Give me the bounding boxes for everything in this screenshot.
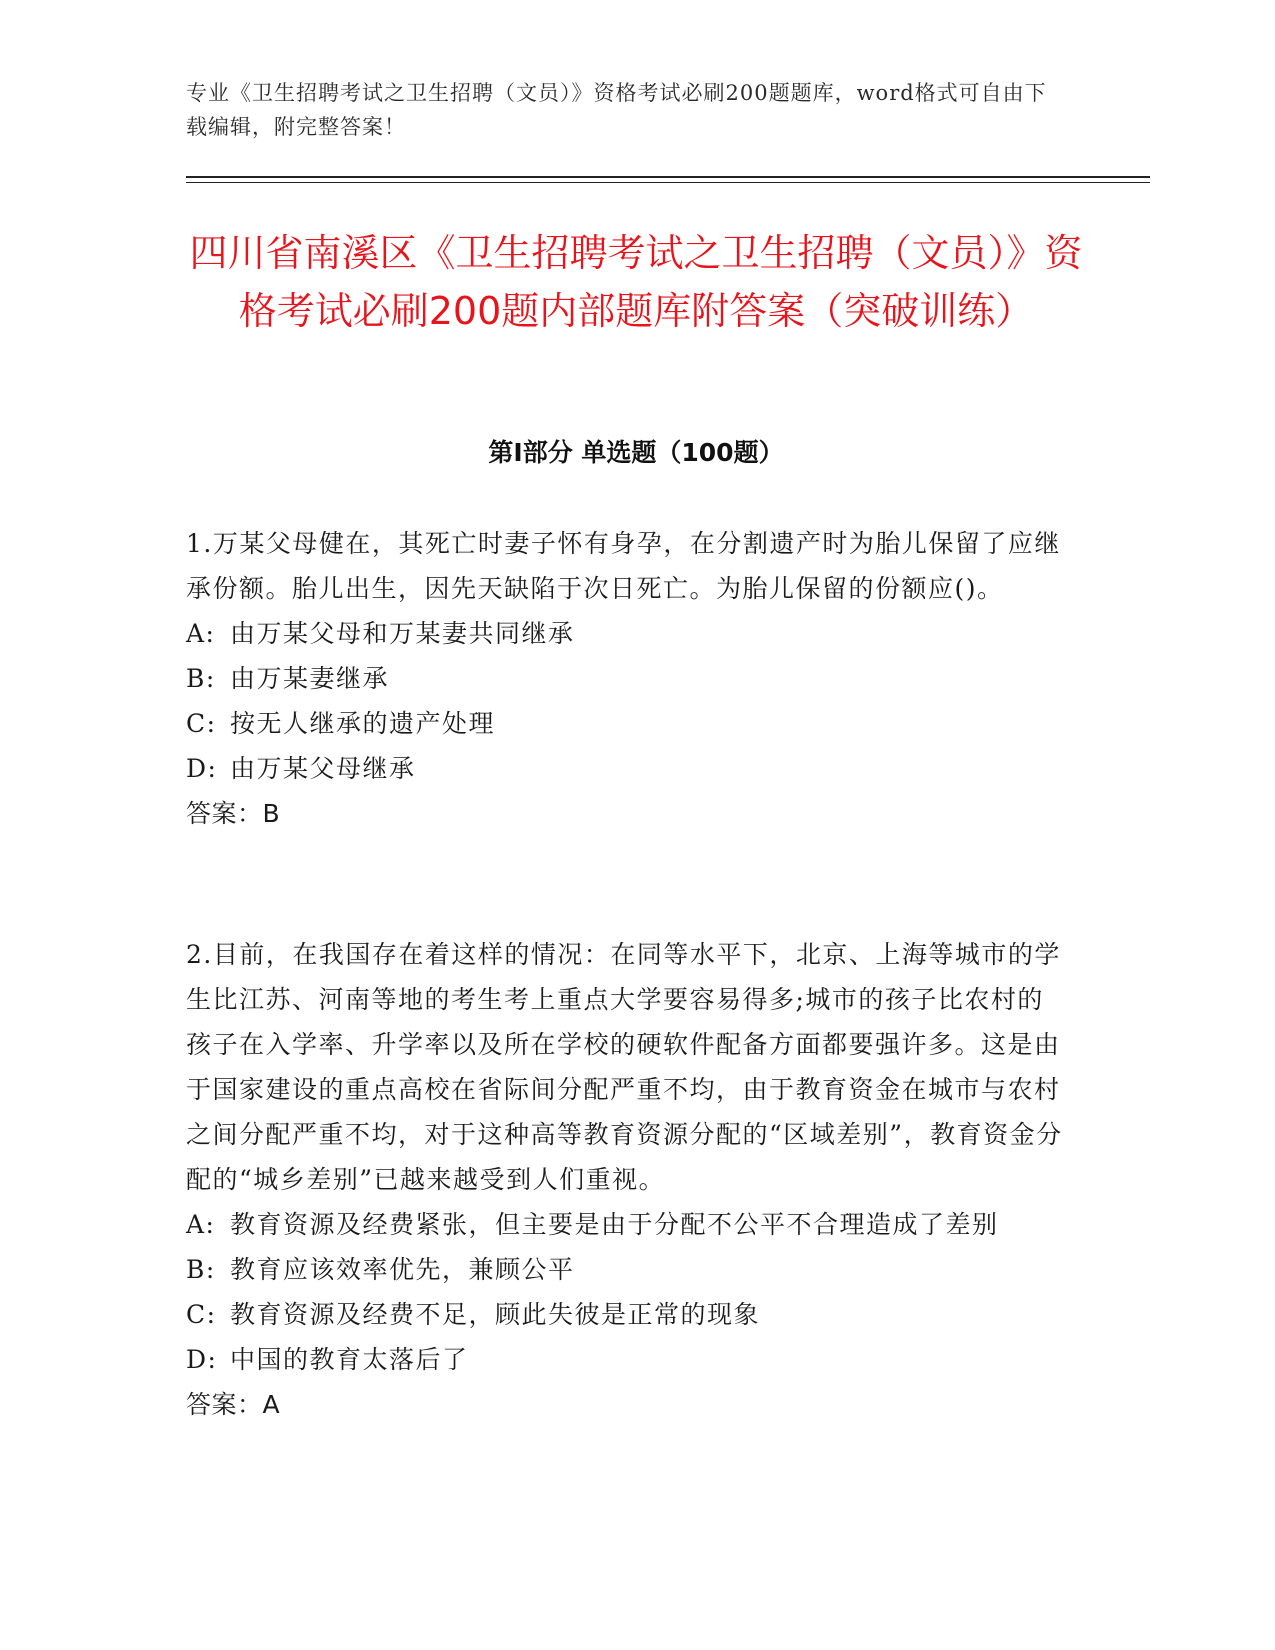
- option-text: 教育资源及经费紧张，但主要是由于分配不公平不合理造成了差别: [230, 1210, 999, 1239]
- header-divider: [186, 176, 1150, 178]
- option-key: C:: [186, 709, 217, 738]
- option-text: 按无人继承的遗产处理: [230, 709, 496, 738]
- question-block: [186, 932, 1066, 1427]
- option-key: C:: [186, 1300, 217, 1329]
- option-d: [186, 746, 1066, 791]
- option-text: 由万某父母和万某妻共同继承: [230, 619, 575, 648]
- option-b: [186, 656, 1066, 701]
- option-text: 由万某父母继承: [230, 754, 416, 783]
- option-d: [186, 1337, 1066, 1382]
- option-key: D:: [186, 1345, 218, 1374]
- option-text: 教育应该效率优先，兼顾公平: [230, 1255, 575, 1284]
- header-divider-thin: [186, 182, 1150, 183]
- option-text: 中国的教育太落后了: [230, 1345, 469, 1374]
- document-title: 四川省南溪区《卫生招聘考试之卫生招聘（文员）》资格考试必刷200题内部题库附答案（突破训练）: [189, 231, 1083, 333]
- header-note: 专业《卫生招聘考试之卫生招聘（文员）》资格考试必刷200题题库，word格式可自由下载编辑，附完整答案！: [186, 81, 1047, 139]
- answer-line: 答案：A: [186, 1390, 281, 1419]
- question-stem: 1.万某父母健在，其死亡时妻子怀有身孕，在分割遗产时为胎儿保留了应继承份额。胎儿出生，因先天缺陷于次日死亡。为胎儿保留的份额应()。: [186, 529, 1061, 603]
- option-key: D:: [186, 754, 218, 783]
- option-a: [186, 1202, 1066, 1247]
- question-stem: 2.目前，在我国存在着这样的情况：在同等水平下，北京、上海等城市的学生比江苏、河南等地的考生考上重点大学要容易得多;城市的孩子比农村的孩子在入学率、升学率以及所在学校的硬软件配备方面都要强许多。这是由于国家建设的重点高校在省际间分配严重不均，由于教育资金在城市与农村之间分配严重不均，对于这种高等教育资源分配的“区域差别”，教育资金分配的“城乡差别”已越来越受到人们重视。: [186, 940, 1063, 1194]
- option-a: [186, 611, 1066, 656]
- question-block: [186, 521, 1066, 836]
- option-c: [186, 701, 1066, 746]
- option-text: 由万某妻继承: [230, 664, 390, 693]
- option-text: 教育资源及经费不足，顾此失彼是正常的现象: [230, 1300, 761, 1329]
- option-c: [186, 1292, 1066, 1337]
- section-title: 第I部分 单选题（100题）: [488, 438, 784, 467]
- option-b: [186, 1247, 1066, 1292]
- answer-line: 答案：B: [186, 799, 281, 828]
- option-key: B:: [186, 1255, 216, 1284]
- option-key: A:: [186, 619, 216, 648]
- option-key: B:: [186, 664, 216, 693]
- option-key: A:: [186, 1210, 216, 1239]
